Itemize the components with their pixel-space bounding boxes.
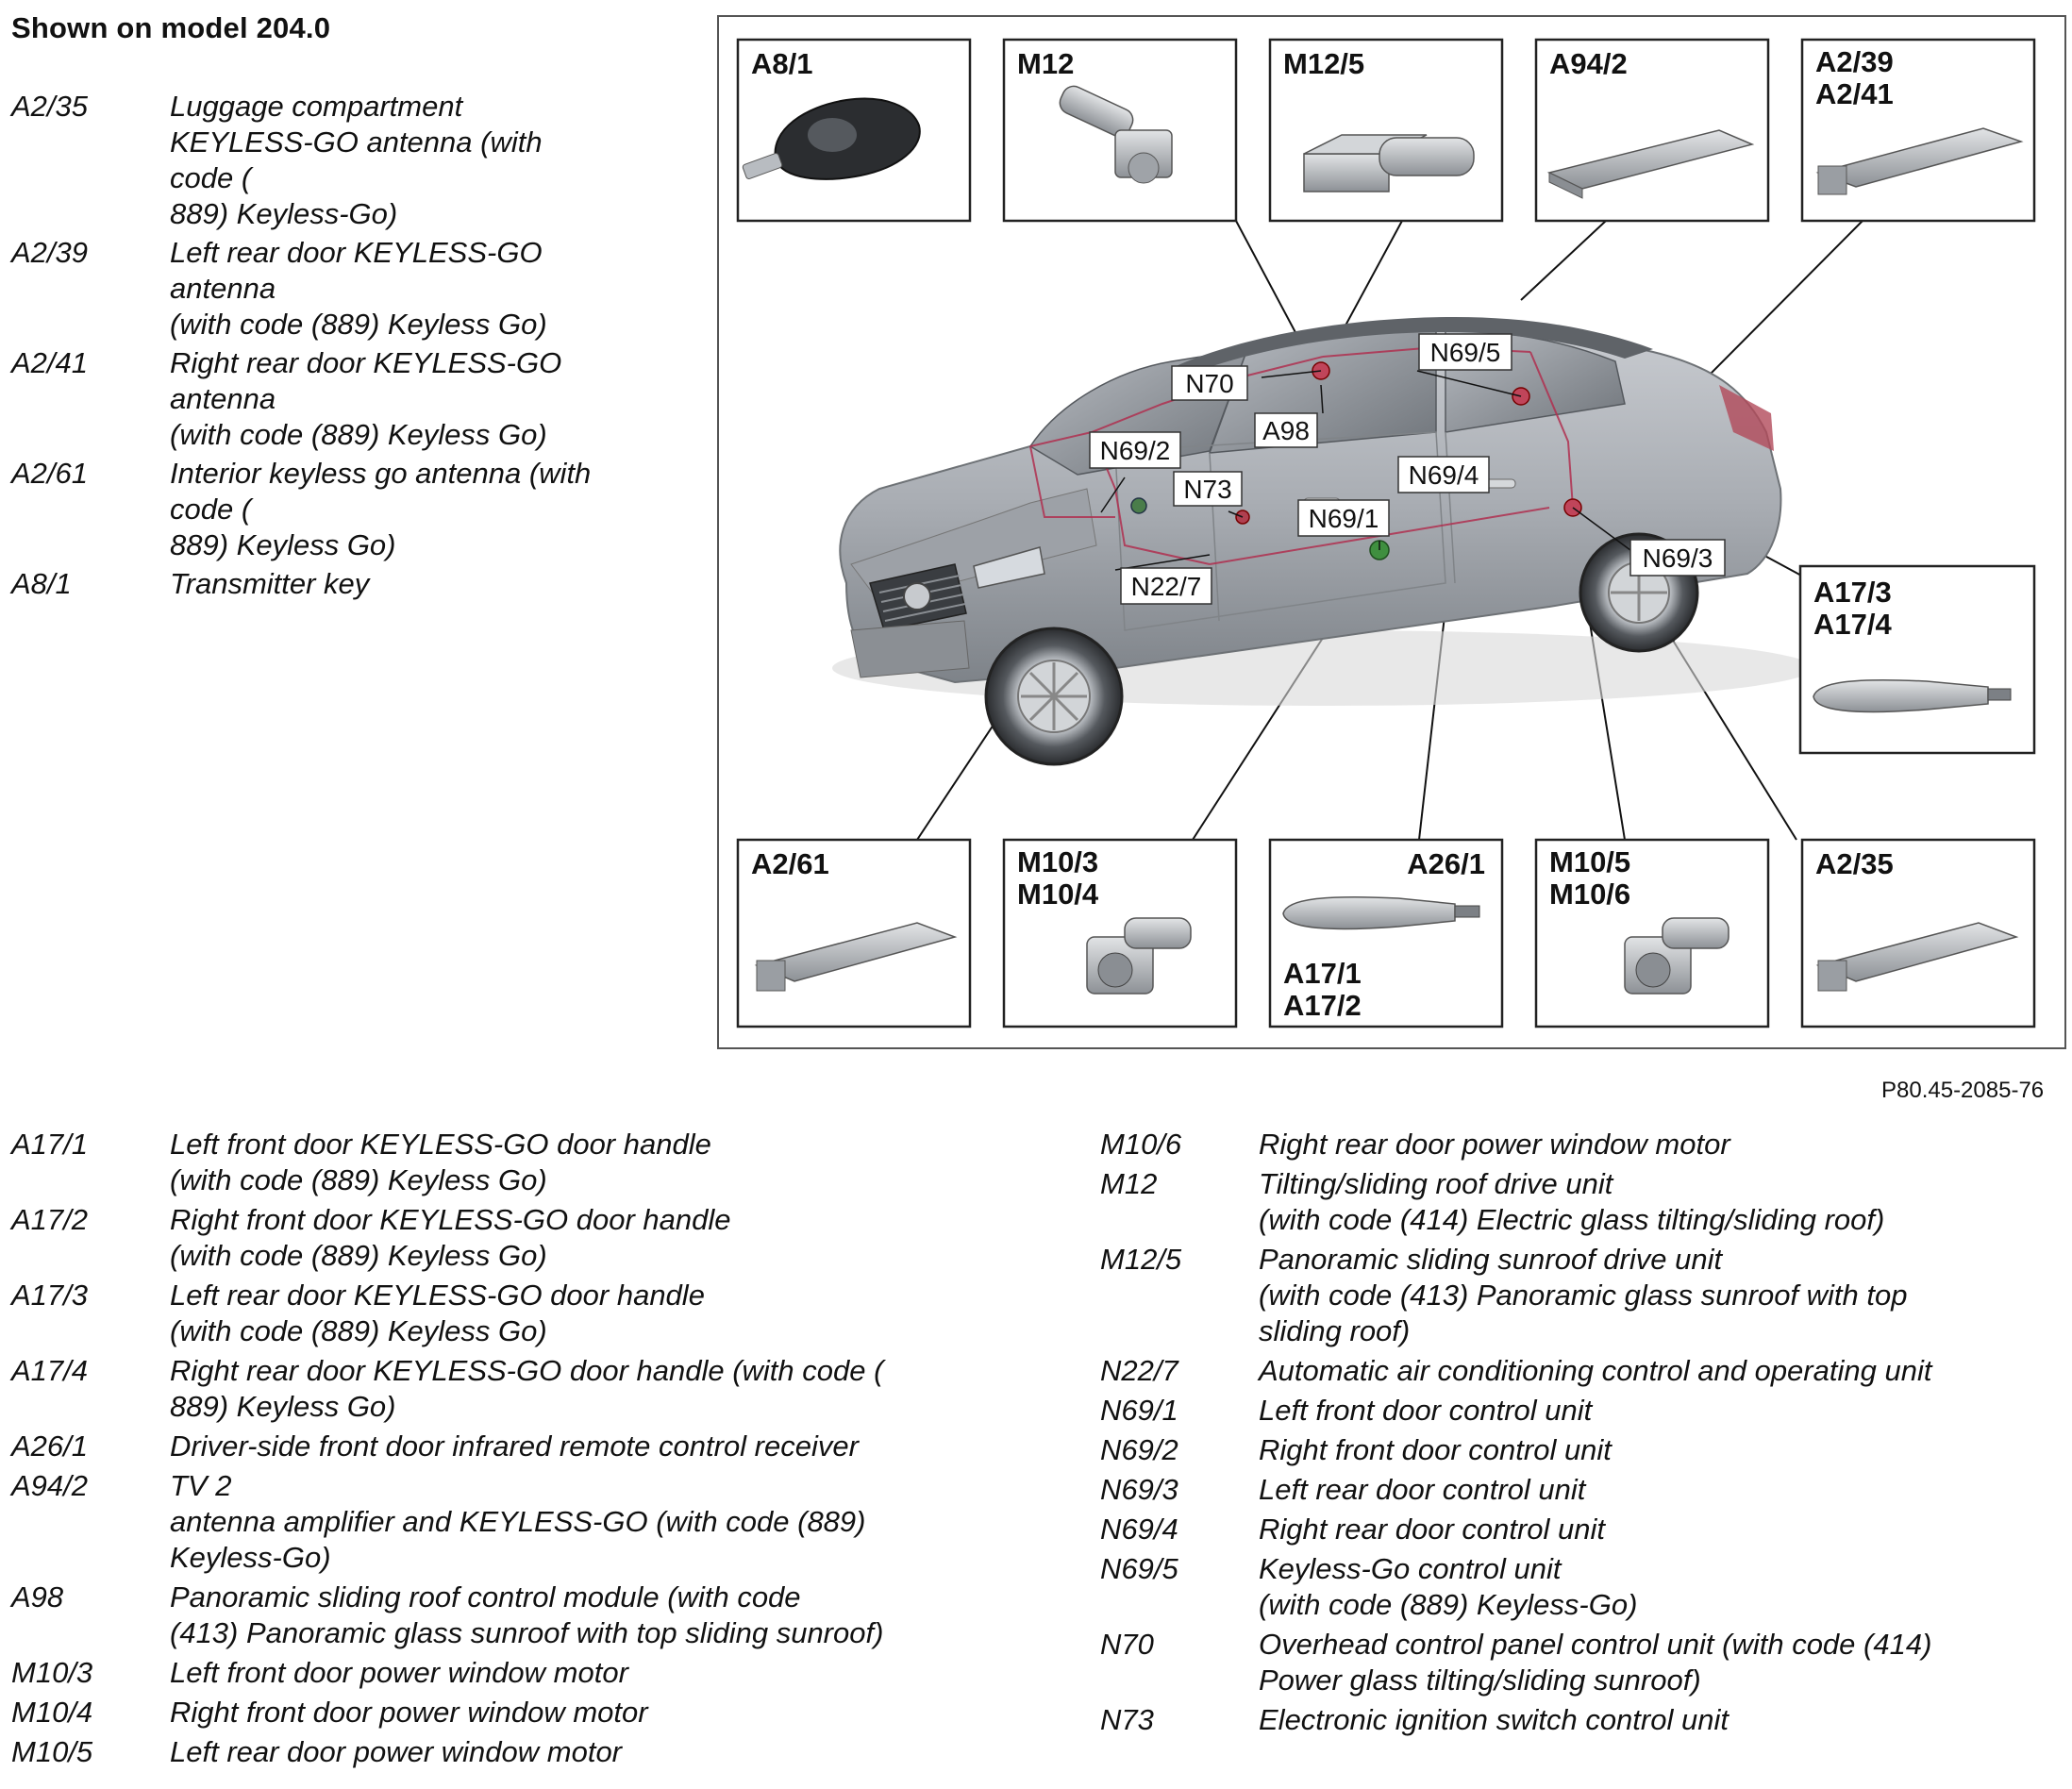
legend-row	[11, 1353, 955, 1425]
legend-code: A26/1	[11, 1430, 89, 1463]
part-box-m10-5-m10-6	[1536, 840, 1768, 1027]
svg-text:N70: N70	[1185, 369, 1234, 398]
legend-code: M10/6	[1100, 1128, 1182, 1161]
legend-description: Left rear door KEYLESS-GO antenna (with code (889) Keyless Go)	[170, 236, 547, 341]
svg-text:A2/35: A2/35	[1815, 847, 1894, 880]
legend-description: Overhead control panel control unit (with code (414) Power glass tilting/sliding sunroof)	[1259, 1628, 1932, 1697]
legend-description: Left front door KEYLESS-GO door handle (with code (889) Keyless Go)	[170, 1128, 711, 1196]
legend-code: A8/1	[11, 567, 72, 600]
part-box-m12	[1004, 40, 1236, 221]
legend-description: Tilting/sliding roof drive unit (with code (414) Electric glass tilting/sliding roof)	[1259, 1167, 1885, 1236]
legend-description: Right front door control unit	[1259, 1433, 1612, 1466]
part-box-a26-1-a17-1-a17-2	[1270, 840, 1502, 1027]
legend-description: Driver-side front door infrared remote control receiver	[170, 1430, 859, 1463]
legend-row	[11, 456, 634, 563]
legend-code: N22/7	[1100, 1354, 1178, 1387]
legend-code: N69/4	[1100, 1513, 1178, 1546]
callout-n69-3	[1630, 540, 1725, 576]
legend-row	[11, 1655, 955, 1691]
legend-row	[11, 566, 634, 602]
callout-n69-5	[1419, 334, 1512, 370]
svg-text:A2/41: A2/41	[1815, 77, 1894, 110]
legend-code: A17/4	[11, 1354, 89, 1387]
legend-row	[1100, 1393, 2053, 1429]
legend-row	[1100, 1166, 2053, 1238]
part-box-a94-2	[1536, 40, 1768, 221]
callout-a98	[1255, 413, 1317, 447]
svg-text:A8/1: A8/1	[751, 47, 813, 80]
svg-text:A2/61: A2/61	[751, 847, 829, 880]
svg-text:A98: A98	[1262, 416, 1310, 445]
legend-code: A17/3	[11, 1279, 89, 1312]
legend-description: Luggage compartment KEYLESS-GO antenna (with code ( 889) Keyless-Go)	[170, 90, 543, 230]
legend-description: Panoramic sliding sunroof drive unit (with code (413) Panoramic glass sunroof with top sliding roof)	[1259, 1243, 1908, 1347]
reference-number: P80.45-2085-76	[1881, 1078, 2045, 1103]
callout-n69-1	[1298, 500, 1389, 536]
legend-description: Left front door power window motor	[170, 1656, 628, 1689]
legend-row	[11, 1429, 955, 1464]
svg-text:M10/4: M10/4	[1017, 878, 1099, 911]
callout-n70	[1172, 366, 1247, 400]
legend-code: N69/1	[1100, 1394, 1178, 1427]
legend-description: Left rear door power window motor	[170, 1735, 623, 1768]
legend-code: N70	[1100, 1628, 1154, 1661]
svg-text:M12/5: M12/5	[1283, 47, 1365, 80]
svg-text:M10/5: M10/5	[1549, 845, 1631, 878]
legend-description: TV 2 antenna amplifier and KEYLESS-GO (with code (889) Keyless-Go)	[170, 1469, 866, 1574]
legend-code: A2/39	[11, 236, 89, 269]
leader-a94-2	[1521, 221, 1606, 300]
legend-description: Left rear door control unit	[1259, 1473, 1586, 1506]
legend-code: M12/5	[1100, 1243, 1182, 1276]
legend-code: N69/3	[1100, 1473, 1178, 1506]
legend-row	[1100, 1551, 2053, 1623]
legend-row	[11, 1127, 955, 1198]
part-box-m12-5	[1270, 40, 1502, 221]
legend-row	[1100, 1512, 2053, 1547]
legend-row	[1100, 1472, 2053, 1508]
legend-row	[1100, 1127, 2053, 1162]
legend-row	[11, 1278, 955, 1349]
legend-description: Right front door power window motor	[170, 1696, 648, 1729]
legend-row	[11, 1580, 955, 1651]
legend-description: Right rear door KEYLESS-GO door handle (with code ( 889) Keyless Go)	[170, 1354, 884, 1423]
legend-description: Transmitter key	[170, 567, 370, 600]
legend-code: A98	[11, 1580, 64, 1613]
legend-description: Automatic air conditioning control and operating unit	[1259, 1354, 1932, 1387]
legend-description: Right rear door KEYLESS-GO antenna (with code (889) Keyless Go)	[170, 346, 562, 451]
legend-row	[11, 1734, 955, 1770]
legend-description: Left front door control unit	[1259, 1394, 1593, 1427]
legend-row	[1100, 1627, 2053, 1698]
svg-text:M12: M12	[1017, 47, 1075, 80]
callout-n69-4	[1398, 457, 1489, 493]
callout-n73	[1174, 472, 1242, 506]
svg-text:N69/1: N69/1	[1308, 504, 1379, 533]
part-box-a2-39-a2-41	[1802, 40, 2034, 221]
legend-row	[1100, 1432, 2053, 1468]
legend-row	[11, 345, 634, 453]
legend-code: A94/2	[11, 1469, 89, 1502]
legend-row	[11, 235, 634, 343]
legend-bottom-left	[11, 1127, 955, 1774]
legend-description: Electronic ignition switch control unit	[1259, 1703, 1729, 1736]
legend-code: A2/35	[11, 90, 89, 123]
callout-n69-2	[1090, 432, 1180, 468]
svg-text:N73: N73	[1183, 475, 1232, 504]
legend-description: Interior keyless go antenna (with code ( 889) Keyless Go)	[170, 457, 592, 561]
svg-text:N69/2: N69/2	[1099, 436, 1171, 465]
svg-text:A17/1: A17/1	[1283, 957, 1362, 990]
legend-top	[11, 89, 634, 605]
part-box-a2-61	[738, 840, 970, 1027]
legend-code: N73	[1100, 1703, 1154, 1736]
page-title: Shown on model 204.0	[11, 11, 331, 44]
component-location-diagram	[717, 15, 2066, 1049]
legend-code: N69/2	[1100, 1433, 1178, 1466]
legend-code: M10/4	[11, 1696, 93, 1729]
legend-code: A17/1	[11, 1128, 89, 1161]
legend-description: Panoramic sliding roof control module (with code (413) Panoramic glass sunroof with top sliding sunroof)	[170, 1580, 884, 1649]
svg-text:A17/4: A17/4	[1813, 608, 1892, 641]
svg-text:N69/3: N69/3	[1642, 543, 1713, 573]
legend-code: A17/2	[11, 1203, 89, 1236]
legend-row	[1100, 1702, 2053, 1738]
svg-text:M10/3: M10/3	[1017, 845, 1099, 878]
legend-row	[11, 1202, 955, 1274]
callout-n22-7	[1121, 568, 1211, 604]
svg-text:A2/39: A2/39	[1815, 45, 1894, 78]
legend-row	[1100, 1242, 2053, 1349]
svg-text:N69/4: N69/4	[1408, 460, 1479, 490]
svg-text:N22/7: N22/7	[1130, 572, 1202, 601]
svg-text:N69/5: N69/5	[1429, 338, 1501, 367]
legend-description: Right front door KEYLESS-GO door handle (with code (889) Keyless Go)	[170, 1203, 731, 1272]
legend-description: Keyless-Go control unit (with code (889) Keyless-Go)	[1259, 1552, 1638, 1621]
legend-row	[11, 89, 634, 232]
svg-text:A17/3: A17/3	[1813, 576, 1892, 609]
legend-row	[11, 1695, 955, 1730]
legend-row	[11, 1468, 955, 1576]
legend-code: A2/61	[11, 457, 89, 490]
svg-text:A26/1: A26/1	[1407, 847, 1485, 880]
legend-description: Right rear door power window motor	[1259, 1128, 1730, 1161]
legend-code: M10/3	[11, 1656, 93, 1689]
legend-code: M12	[1100, 1167, 1158, 1200]
legend-code: M10/5	[11, 1735, 93, 1768]
legend-row	[1100, 1353, 2053, 1389]
legend-description: Right rear door control unit	[1259, 1513, 1606, 1546]
part-box-a2-35	[1802, 840, 2034, 1027]
legend-code: N69/5	[1100, 1552, 1178, 1585]
legend-code: A2/41	[11, 346, 89, 379]
svg-text:A94/2: A94/2	[1549, 47, 1628, 80]
part-box-a17-3-a17-4	[1800, 566, 2034, 753]
svg-text:A17/2: A17/2	[1283, 989, 1362, 1022]
legend-description: Left rear door KEYLESS-GO door handle (with code (889) Keyless Go)	[170, 1279, 705, 1347]
part-box-a8-1	[738, 40, 970, 221]
svg-text:M10/6: M10/6	[1549, 878, 1631, 911]
diagram-svg	[719, 17, 2064, 1047]
legend-bottom-right	[1100, 1127, 2053, 1742]
part-box-m10-3-m10-4	[1004, 840, 1236, 1027]
